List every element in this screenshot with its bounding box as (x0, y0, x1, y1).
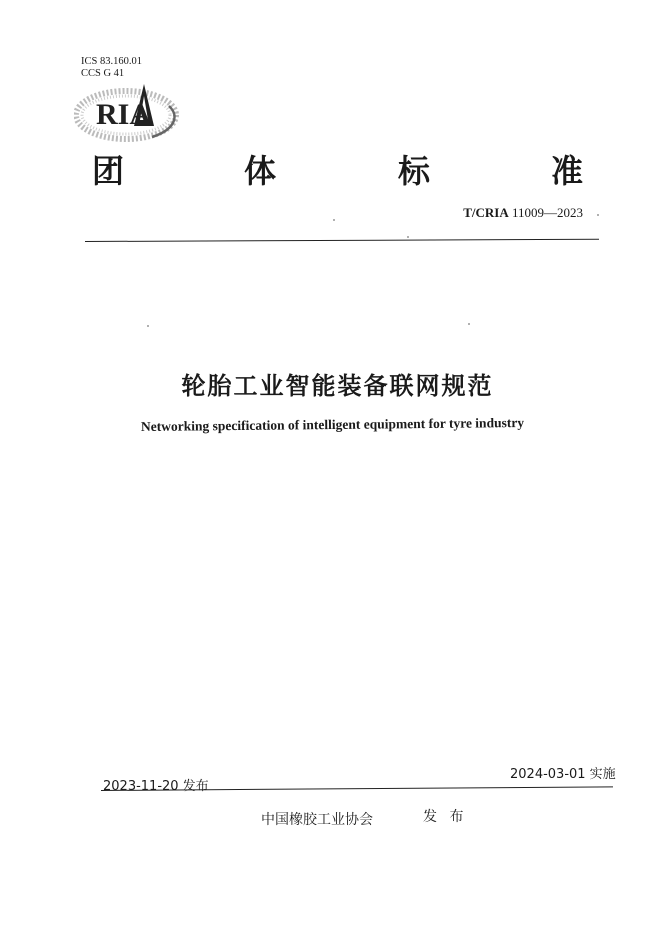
ccs-code: CCS G 41 (81, 68, 125, 79)
publish-date: 2023-11-20 发布 (103, 779, 209, 794)
english-title: Networking specification of intelligent equipment for tyre industry (140, 414, 525, 435)
implement-date: 2024-03-01 实施 (510, 767, 616, 782)
standard-number (463, 205, 583, 221)
scan-speck (597, 214, 599, 216)
cria-logo (74, 82, 182, 144)
ics-code: ICS 83.160.01 (81, 56, 142, 67)
scan-speck (407, 236, 409, 238)
scan-speck (147, 325, 149, 327)
category-char-1: 团 (92, 152, 125, 190)
issuing-organization: 中国橡胶工业协会 (261, 812, 373, 828)
standard-prefix: T/CRIA (463, 205, 509, 220)
category-char-2: 体 (244, 152, 277, 190)
scan-speck (468, 323, 470, 325)
chinese-title: 轮胎工业智能装备联网规范 (181, 372, 494, 400)
logo-text: RIA (96, 98, 152, 131)
standard-code: 11009—2023 (511, 205, 583, 220)
category-char-3: 标 (398, 152, 431, 190)
scan-speck (333, 219, 335, 221)
issue-label: 发 布 (423, 809, 468, 825)
category-char-4: 准 (551, 152, 584, 190)
header-divider (85, 239, 599, 242)
